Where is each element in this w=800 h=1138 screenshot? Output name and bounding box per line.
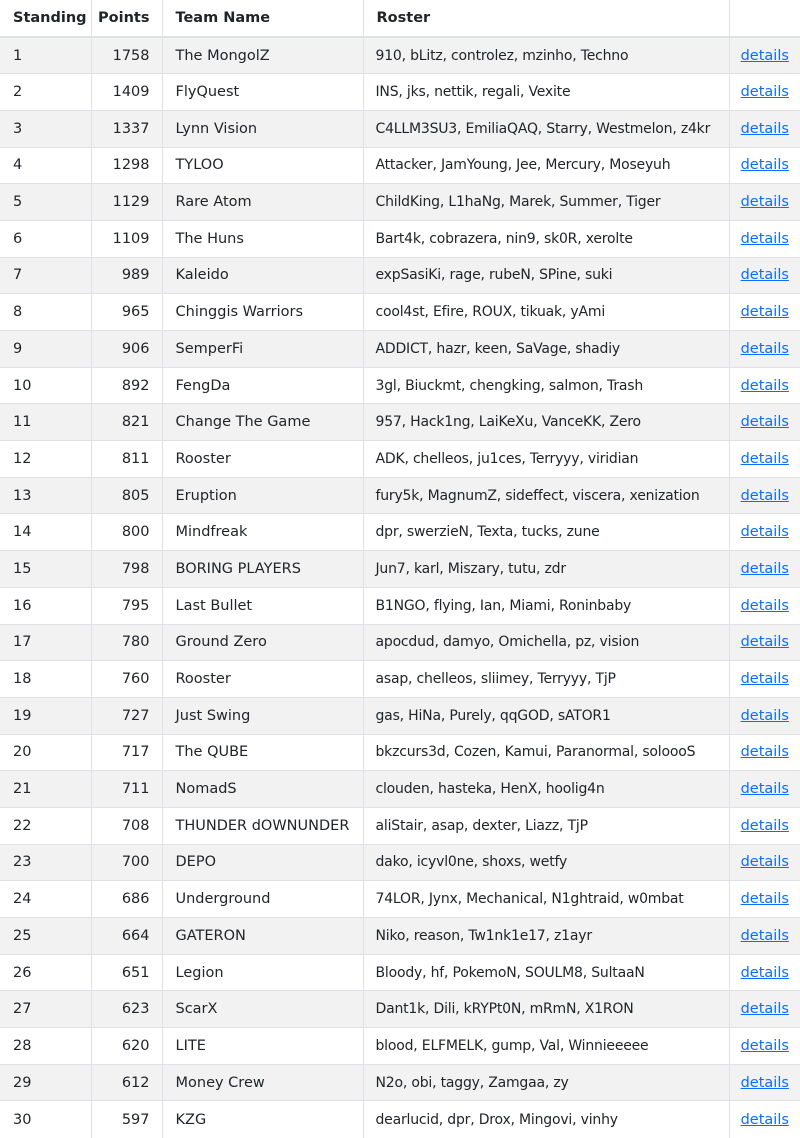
details-cell bbox=[729, 991, 800, 1028]
team-name-cell: Mindfreak bbox=[162, 514, 363, 551]
standing-cell: 15 bbox=[0, 551, 91, 588]
points-cell: 1409 bbox=[91, 74, 162, 111]
standing-cell: 16 bbox=[0, 587, 91, 624]
table-row bbox=[0, 1028, 800, 1065]
points-cell: 811 bbox=[91, 441, 162, 478]
points-cell: 686 bbox=[91, 881, 162, 918]
details-link[interactable]: details bbox=[740, 927, 789, 944]
standing-cell: 2 bbox=[0, 74, 91, 111]
roster-cell: dako, icyvl0ne, shoxs, wetfy bbox=[363, 844, 729, 881]
points-cell: 700 bbox=[91, 844, 162, 881]
details-link[interactable]: details bbox=[740, 524, 789, 541]
points-cell: 892 bbox=[91, 367, 162, 404]
details-link[interactable]: details bbox=[740, 84, 789, 101]
team-name-cell: THUNDER dOWNUNDER bbox=[162, 807, 363, 844]
points-cell: 780 bbox=[91, 624, 162, 661]
details-cell bbox=[729, 587, 800, 624]
table-row bbox=[0, 404, 800, 441]
table-row bbox=[0, 74, 800, 111]
team-name-cell: Rooster bbox=[162, 441, 363, 478]
details-cell bbox=[729, 1064, 800, 1101]
table-row bbox=[0, 991, 800, 1028]
roster-cell: 957, Hack1ng, LaiKeXu, VanceKK, Zero bbox=[363, 404, 729, 441]
details-cell bbox=[729, 184, 800, 221]
points-cell: 727 bbox=[91, 697, 162, 734]
details-link[interactable]: details bbox=[740, 634, 789, 651]
team-name-cell: The Huns bbox=[162, 220, 363, 257]
details-cell bbox=[729, 734, 800, 771]
details-cell bbox=[729, 37, 800, 74]
team-name-cell: DEPO bbox=[162, 844, 363, 881]
details-link[interactable]: details bbox=[740, 1001, 789, 1018]
roster-cell: Niko, reason, Tw1nk1e17, z1ayr bbox=[363, 918, 729, 955]
points-cell: 906 bbox=[91, 331, 162, 368]
roster-cell: 3gl, Biuckmt, chengking, salmon, Trash bbox=[363, 367, 729, 404]
roster-cell: cool4st, Efire, ROUX, tikuak, yAmi bbox=[363, 294, 729, 331]
details-cell bbox=[729, 551, 800, 588]
roster-cell: Dant1k, Dili, kRYPt0N, mRmN, X1RON bbox=[363, 991, 729, 1028]
standing-cell: 12 bbox=[0, 441, 91, 478]
team-name-cell: ScarX bbox=[162, 991, 363, 1028]
header-details bbox=[729, 0, 800, 37]
details-link[interactable]: details bbox=[740, 487, 789, 504]
points-cell: 651 bbox=[91, 954, 162, 991]
details-link[interactable]: details bbox=[740, 964, 789, 981]
details-cell bbox=[729, 661, 800, 698]
table-row bbox=[0, 881, 800, 918]
points-cell: 821 bbox=[91, 404, 162, 441]
points-cell: 798 bbox=[91, 551, 162, 588]
standing-cell: 17 bbox=[0, 624, 91, 661]
details-cell bbox=[729, 697, 800, 734]
points-cell: 1298 bbox=[91, 147, 162, 184]
roster-cell: ADK, chelleos, ju1ces, Terryyy, viridian bbox=[363, 441, 729, 478]
points-cell: 760 bbox=[91, 661, 162, 698]
points-cell: 623 bbox=[91, 991, 162, 1028]
details-link[interactable]: details bbox=[740, 781, 789, 798]
team-name-cell: Underground bbox=[162, 881, 363, 918]
roster-cell: apocdud, damyo, Omichella, pz, vision bbox=[363, 624, 729, 661]
team-name-cell: Money Crew bbox=[162, 1064, 363, 1101]
details-link[interactable]: details bbox=[740, 194, 789, 211]
standing-cell: 30 bbox=[0, 1101, 91, 1138]
details-link[interactable]: details bbox=[740, 560, 789, 577]
roster-cell: expSasiKi, rage, rubeN, SPine, suki bbox=[363, 257, 729, 294]
team-name-cell: Rare Atom bbox=[162, 184, 363, 221]
points-cell: 708 bbox=[91, 807, 162, 844]
details-link[interactable]: details bbox=[740, 450, 789, 467]
standing-cell: 25 bbox=[0, 918, 91, 955]
points-cell: 620 bbox=[91, 1028, 162, 1065]
points-cell: 1129 bbox=[91, 184, 162, 221]
team-name-cell: Ground Zero bbox=[162, 624, 363, 661]
team-name-cell: KZG bbox=[162, 1101, 363, 1138]
standing-cell: 23 bbox=[0, 844, 91, 881]
roster-cell: blood, ELFMELK, gump, Val, Winnieeeee bbox=[363, 1028, 729, 1065]
standing-cell: 28 bbox=[0, 1028, 91, 1065]
table-header bbox=[0, 0, 800, 37]
points-cell: 597 bbox=[91, 1101, 162, 1138]
details-link[interactable]: details bbox=[740, 1074, 789, 1091]
team-name-cell: GATERON bbox=[162, 918, 363, 955]
points-cell: 800 bbox=[91, 514, 162, 551]
team-name-cell: NomadS bbox=[162, 771, 363, 808]
roster-cell: fury5k, MagnumZ, sideffect, viscera, xenization bbox=[363, 477, 729, 514]
points-cell: 664 bbox=[91, 918, 162, 955]
table-row bbox=[0, 954, 800, 991]
details-link[interactable]: details bbox=[740, 267, 789, 284]
details-cell bbox=[729, 331, 800, 368]
standing-cell: 20 bbox=[0, 734, 91, 771]
details-link[interactable]: details bbox=[740, 671, 789, 688]
details-cell bbox=[729, 1028, 800, 1065]
roster-cell: clouden, hasteka, HenX, hoolig4n bbox=[363, 771, 729, 808]
table-row bbox=[0, 661, 800, 698]
table-row bbox=[0, 367, 800, 404]
team-name-cell: BORING PLAYERS bbox=[162, 551, 363, 588]
details-cell bbox=[729, 74, 800, 111]
table-row bbox=[0, 771, 800, 808]
points-cell: 1109 bbox=[91, 220, 162, 257]
team-name-cell: Legion bbox=[162, 954, 363, 991]
table-row bbox=[0, 514, 800, 551]
details-link[interactable]: details bbox=[740, 230, 789, 247]
header-team-name: Team Name bbox=[162, 0, 363, 37]
header-standing: Standing bbox=[0, 0, 91, 37]
team-name-cell: Chinggis Warriors bbox=[162, 294, 363, 331]
points-cell: 612 bbox=[91, 1064, 162, 1101]
standing-cell: 19 bbox=[0, 697, 91, 734]
details-cell bbox=[729, 844, 800, 881]
roster-cell: N2o, obi, taggy, Zamgaa, zy bbox=[363, 1064, 729, 1101]
details-link[interactable]: details bbox=[740, 47, 789, 64]
standing-cell: 13 bbox=[0, 477, 91, 514]
roster-cell: ADDICT, hazr, keen, SaVage, shadiy bbox=[363, 331, 729, 368]
points-cell: 965 bbox=[91, 294, 162, 331]
roster-cell: dearlucid, dpr, Drox, Mingovi, vinhy bbox=[363, 1101, 729, 1138]
standing-cell: 1 bbox=[0, 37, 91, 74]
table-row bbox=[0, 441, 800, 478]
details-link[interactable]: details bbox=[740, 414, 789, 431]
standing-cell: 22 bbox=[0, 807, 91, 844]
table-row bbox=[0, 844, 800, 881]
standing-cell: 6 bbox=[0, 220, 91, 257]
table-row bbox=[0, 1064, 800, 1101]
team-name-cell: The MongolZ bbox=[162, 37, 363, 74]
standing-cell: 4 bbox=[0, 147, 91, 184]
details-cell bbox=[729, 918, 800, 955]
team-name-cell: The QUBE bbox=[162, 734, 363, 771]
standing-cell: 27 bbox=[0, 991, 91, 1028]
roster-cell: Jun7, karl, Miszary, tutu, zdr bbox=[363, 551, 729, 588]
details-link[interactable]: details bbox=[740, 340, 789, 357]
roster-cell: ChildKing, L1haNg, Marek, Summer, Tiger bbox=[363, 184, 729, 221]
team-name-cell: TYLOO bbox=[162, 147, 363, 184]
points-cell: 711 bbox=[91, 771, 162, 808]
details-cell bbox=[729, 477, 800, 514]
roster-cell: 910, bLitz, controlez, mzinho, Techno bbox=[363, 37, 729, 74]
table-row bbox=[0, 918, 800, 955]
table-row bbox=[0, 734, 800, 771]
details-link[interactable]: details bbox=[740, 1037, 789, 1054]
details-cell bbox=[729, 441, 800, 478]
standing-cell: 10 bbox=[0, 367, 91, 404]
details-link[interactable]: details bbox=[740, 157, 789, 174]
header-roster: Roster bbox=[363, 0, 729, 37]
table-row bbox=[0, 1101, 800, 1138]
standing-cell: 5 bbox=[0, 184, 91, 221]
standing-cell: 24 bbox=[0, 881, 91, 918]
details-link[interactable]: details bbox=[740, 891, 789, 908]
table-row bbox=[0, 807, 800, 844]
details-link[interactable]: details bbox=[740, 377, 789, 394]
team-name-cell: Last Bullet bbox=[162, 587, 363, 624]
details-cell bbox=[729, 807, 800, 844]
team-name-cell: Kaleido bbox=[162, 257, 363, 294]
points-cell: 1758 bbox=[91, 37, 162, 74]
standing-cell: 9 bbox=[0, 331, 91, 368]
team-name-cell: Eruption bbox=[162, 477, 363, 514]
details-cell bbox=[729, 404, 800, 441]
roster-cell: INS, jks, nettik, regali, Vexite bbox=[363, 74, 729, 111]
table-row bbox=[0, 624, 800, 661]
table-row bbox=[0, 551, 800, 588]
details-link[interactable]: details bbox=[740, 744, 789, 761]
points-cell: 989 bbox=[91, 257, 162, 294]
details-cell bbox=[729, 624, 800, 661]
details-cell bbox=[729, 514, 800, 551]
team-name-cell: Rooster bbox=[162, 661, 363, 698]
roster-cell: asap, chelleos, sliimey, Terryyy, TjP bbox=[363, 661, 729, 698]
details-link[interactable]: details bbox=[740, 304, 789, 321]
table-row bbox=[0, 37, 800, 74]
roster-cell: bkzcurs3d, Cozen, Kamui, Paranormal, soloooS bbox=[363, 734, 729, 771]
details-cell bbox=[729, 294, 800, 331]
team-name-cell: FengDa bbox=[162, 367, 363, 404]
details-cell bbox=[729, 110, 800, 147]
team-name-cell: Change The Game bbox=[162, 404, 363, 441]
roster-cell: aliStair, asap, dexter, Liazz, TjP bbox=[363, 807, 729, 844]
details-link[interactable]: details bbox=[740, 597, 789, 614]
table-row bbox=[0, 257, 800, 294]
details-link[interactable]: details bbox=[740, 120, 789, 137]
roster-cell: B1NGO, flying, Ian, Miami, Roninbaby bbox=[363, 587, 729, 624]
roster-cell: gas, HiNa, Purely, qqGOD, sATOR1 bbox=[363, 697, 729, 734]
roster-cell: Bart4k, cobrazera, nin9, sk0R, xerolte bbox=[363, 220, 729, 257]
team-name-cell: LITE bbox=[162, 1028, 363, 1065]
standing-cell: 7 bbox=[0, 257, 91, 294]
standing-cell: 18 bbox=[0, 661, 91, 698]
standing-cell: 21 bbox=[0, 771, 91, 808]
points-cell: 1337 bbox=[91, 110, 162, 147]
header-points: Points bbox=[91, 0, 162, 37]
points-cell: 805 bbox=[91, 477, 162, 514]
details-cell bbox=[729, 771, 800, 808]
standing-cell: 14 bbox=[0, 514, 91, 551]
table-body bbox=[0, 37, 800, 1138]
table-row bbox=[0, 184, 800, 221]
roster-cell: dpr, swerzieN, Texta, tucks, zune bbox=[363, 514, 729, 551]
details-link[interactable]: details bbox=[740, 1111, 789, 1128]
standing-cell: 29 bbox=[0, 1064, 91, 1101]
details-link[interactable]: details bbox=[740, 817, 789, 834]
table-row bbox=[0, 294, 800, 331]
details-link[interactable]: details bbox=[740, 854, 789, 871]
details-cell bbox=[729, 257, 800, 294]
table-row bbox=[0, 331, 800, 368]
roster-cell: Bloody, hf, PokemoN, SOULM8, SultaaN bbox=[363, 954, 729, 991]
table-row bbox=[0, 697, 800, 734]
details-cell bbox=[729, 1101, 800, 1138]
team-name-cell: Just Swing bbox=[162, 697, 363, 734]
table-row bbox=[0, 220, 800, 257]
details-cell bbox=[729, 881, 800, 918]
table-row bbox=[0, 477, 800, 514]
roster-cell: 74LOR, Jynx, Mechanical, N1ghtraid, w0mbat bbox=[363, 881, 729, 918]
points-cell: 795 bbox=[91, 587, 162, 624]
standing-cell: 8 bbox=[0, 294, 91, 331]
standing-cell: 11 bbox=[0, 404, 91, 441]
roster-cell: Attacker, JamYoung, Jee, Mercury, Moseyuh bbox=[363, 147, 729, 184]
team-name-cell: SemperFi bbox=[162, 331, 363, 368]
table-row bbox=[0, 587, 800, 624]
standing-cell: 26 bbox=[0, 954, 91, 991]
details-cell bbox=[729, 954, 800, 991]
team-name-cell: Lynn Vision bbox=[162, 110, 363, 147]
details-cell bbox=[729, 367, 800, 404]
details-link[interactable]: details bbox=[740, 707, 789, 724]
team-name-cell: FlyQuest bbox=[162, 74, 363, 111]
table-row bbox=[0, 147, 800, 184]
details-cell bbox=[729, 220, 800, 257]
header-row bbox=[0, 0, 800, 37]
details-cell bbox=[729, 147, 800, 184]
table-row bbox=[0, 110, 800, 147]
roster-cell: C4LLM3SU3, EmiliaQAQ, Starry, Westmelon, z4kr bbox=[363, 110, 729, 147]
points-cell: 717 bbox=[91, 734, 162, 771]
standing-cell: 3 bbox=[0, 110, 91, 147]
